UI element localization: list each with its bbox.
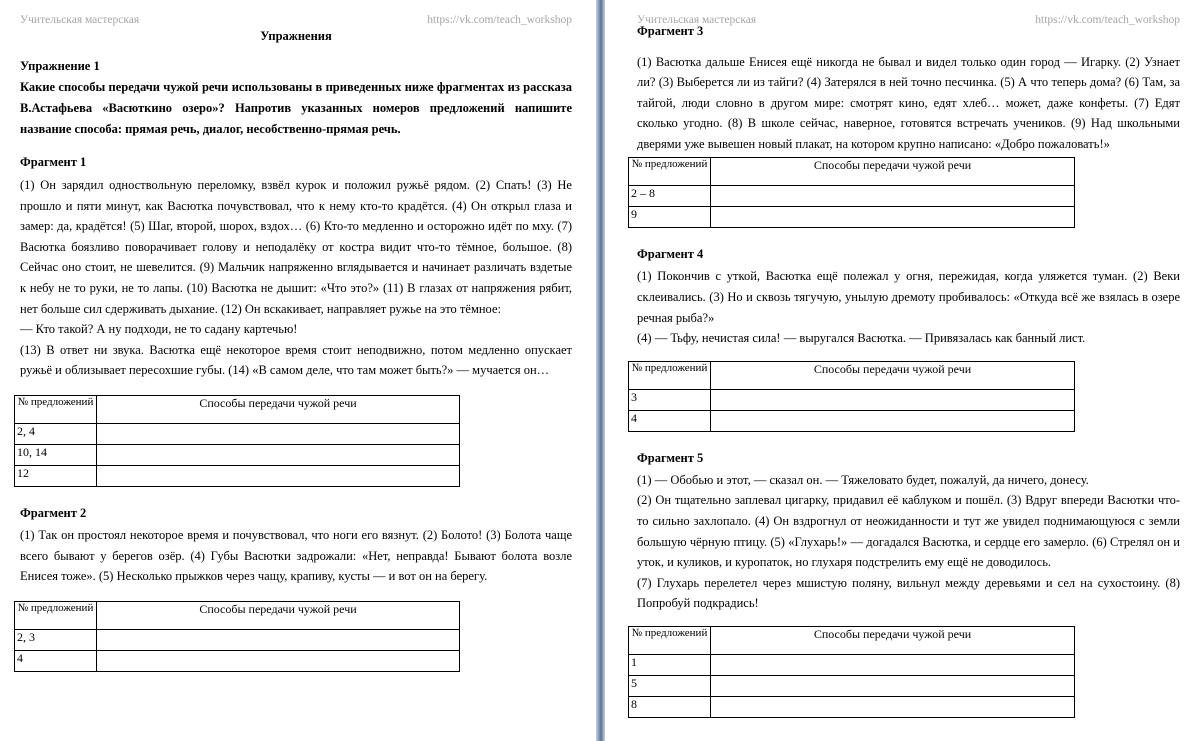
table-header-row [15,601,460,629]
table-header-row [629,361,1075,389]
table-cell-answer[interactable] [711,207,1075,228]
fragment-paragraph: (1) Так он простоял некоторое время и почувствовал, что ноги его вязнут. (2) Болото! (3) Болота чаще всего бывают у берегов озёр. (4) Губы Васютки задрожали: «Нет, неправда! Бывают болота возле Енисея тоже». (5) Несколько прыжков через чащу, крапиву, кусты — и вот он на берегу. [20,527,572,584]
page-gutter [596,0,605,741]
fragment-paragraph: (1) Покончив с уткой, Васютка ещё полежал у огня, пережидая, когда уляжется туман. (2) Веки склеивались. (3) Но и сквозь тягучую, унылую дремоту пробивалось: «Откуда всё же взялась в озере речная рыба?» [637,269,1180,325]
fragment-1 [17,152,572,487]
table-header-method: Способы передачи чужой речи [711,361,1075,389]
page-title: Упражнения [260,29,332,43]
table-row [629,389,1075,410]
table-row [629,655,1075,676]
table-header-method: Способы передачи чужой речи [97,395,460,423]
table-row [629,207,1075,228]
table-cell-answer[interactable] [711,697,1075,718]
fragment-4 [631,244,1180,431]
table-cell-num: 2, 4 [15,423,97,444]
table-cell-num: 1 [629,655,711,676]
fragment-title: Фрагмент 4 [637,247,704,262]
table-header-num: № предложений [629,361,711,389]
table-cell-num: 4 [15,650,97,671]
answer-table [14,601,460,672]
table-row [15,629,460,650]
table-row [629,676,1075,697]
fragment-title: Фрагмент 1 [20,155,87,169]
fragment-paragraph: (4) — Тьфу, нечистая сила! — выругался Васютка. — Привязалась как банный лист. [637,331,1086,346]
answer-table [628,361,1075,432]
exercise-task: Какие способы передачи чужой речи использованы в приведенных ниже фрагментах из рассказа В.Астафьева «Васюткино озеро»? Напротив указанных номеров предложений напишите название способа: прямая речь, диалог, несобственно-прямая речь. [20,80,572,136]
fragment-paragraph: (1) Он зарядил одноствольную переломку, взвёл курок и положил ружьё рядом. (2) Спать! (3) Не прошло и пяти минут, как Васютка почувствовал, что к нему кто-то крадётся. (4) Он открыл глаза и замер: да, крадётся! (5) Шаг, второй, шорох, вздох… (6) Кто-то медленно и осторожно идёт по мху. (7) Васютка боязливо поворачивает голову и неподалёку от костра видит что-то тёмное, большое. (8) Сейчас оно стоит, не шевелится. (9) Мальчик напряженно вглядывается и начинает различать вздетые к небу не то руки, не то лапы. (10) Васютка не дышит: «Что это?» (11) В глазах от напряжения рябит, нет больше сил сдерживать дыхание. (12) Он вскакивает, направляет ружье на это тёмное: [20,178,572,316]
fragment-paragraph: (7) Глухарь перелетел через мшистую поляну, вильнул между деревьями и сел на сухостоину. (8) Попробуй подкрадись! [637,575,1180,611]
table-cell-num: 3 [629,389,711,410]
page-header [20,12,572,28]
table-header-num: № предложений [15,395,97,423]
table-cell-answer[interactable] [711,389,1075,410]
answer-table [14,395,460,487]
table-row [15,465,460,486]
fragment-title: Фрагмент 3 [637,24,704,38]
table-row [15,423,460,444]
fragment-paragraph: (1) Васютка дальше Енисея ещё никогда не бывал и видел только один город — Игарку. (2) Узнает ли? (3) Выберется ли из тайги? (4) Затерялся в ней точно песчинка. (5) А что теперь дома? (6) Там, за тайгой, люди словно в другом мире: смотрят кино, едят хлеб… может, даже конфеты. (7) Едят сколько угодно. (8) В школе сейчас, наверное, готовятся встречать учеников. (9) Над школьными дверями уже вывешен новый плакат, на котором крупно написано: «Добро пожаловать!» [637,54,1180,151]
table-header-method: Способы передачи чужой речи [711,627,1075,655]
table-header-row [629,627,1075,655]
table-header-row [629,158,1075,186]
table-row [15,444,460,465]
answer-table [628,626,1075,718]
answer-table [628,157,1075,228]
fragment-2 [17,503,572,672]
document-page-right [605,0,1200,741]
header-author: Учительская мастерская [20,14,140,26]
table-cell-answer[interactable] [711,186,1075,207]
table-row [15,650,460,671]
table-cell-num: 5 [629,676,711,697]
header-link[interactable]: https://vk.com/teach_workshop [427,14,572,26]
table-cell-num: 9 [629,207,711,228]
header-link[interactable]: https://vk.com/teach_workshop [1035,14,1180,26]
table-cell-answer[interactable] [97,650,460,671]
table-cell-num: 4 [629,410,711,431]
table-row [629,186,1075,207]
table-header-num: № предложений [629,627,711,655]
fragment-paragraph: (2) Он тщательно заплевал цигарку, придавил её каблуком и пошёл. (3) Вдруг впереди Васютки что-то сильно захлопало. (4) Он вздрогнул от неожиданности и тут же увидел поднимающуюся с земли большую чёрную птицу. (5) «Глухарь!» — догадался Васютка, и сердце его замерло. (6) Стрелял он и уток, и куликов, и куропаток, но глухаря подстрелить ему ещё не доводилось. [637,493,1180,570]
table-header-method: Способы передачи чужой речи [97,601,460,629]
table-header-num: № предложений [629,158,711,186]
fragment-paragraph: (13) В ответ ни звука. Васютка ещё некоторое время стоит неподвижно, потом медленно опускает ружьё и облизывает пересохшие губы. (14) «В самом деле, что там может быть?» — мучается он… [20,342,572,378]
table-cell-answer[interactable] [711,655,1075,676]
table-row [629,410,1075,431]
table-row [629,697,1075,718]
table-cell-answer[interactable] [97,629,460,650]
document-page-left [0,0,596,741]
table-cell-answer[interactable] [97,444,460,465]
table-cell-num: 2 – 8 [629,186,711,207]
table-cell-num: 2, 3 [15,629,97,650]
table-header-row [15,395,460,423]
fragment-title: Фрагмент 2 [20,505,87,520]
table-cell-num: 12 [15,465,97,486]
table-cell-num: 10, 14 [15,444,97,465]
fragment-3 [631,23,1180,228]
fragment-5 [631,448,1180,718]
table-cell-num: 8 [629,697,711,718]
exercise-title: Упражнение 1 [20,59,100,73]
table-header-num: № предложений [15,601,97,629]
table-cell-answer[interactable] [97,465,460,486]
table-cell-answer[interactable] [711,410,1075,431]
table-cell-answer[interactable] [711,676,1075,697]
fragment-paragraph: (1) — Обобью и этот, — сказал он. — Тяжеловато будет, пожалуй, да ничего, донесу. [637,472,1089,487]
table-header-method: Способы передачи чужой речи [711,158,1075,186]
header-author: Учительская мастерская [637,14,757,26]
fragment-paragraph: — Кто такой? А ну подходи, не то садану картечью! [20,322,298,337]
fragment-title: Фрагмент 5 [637,450,704,465]
table-cell-answer[interactable] [97,423,460,444]
